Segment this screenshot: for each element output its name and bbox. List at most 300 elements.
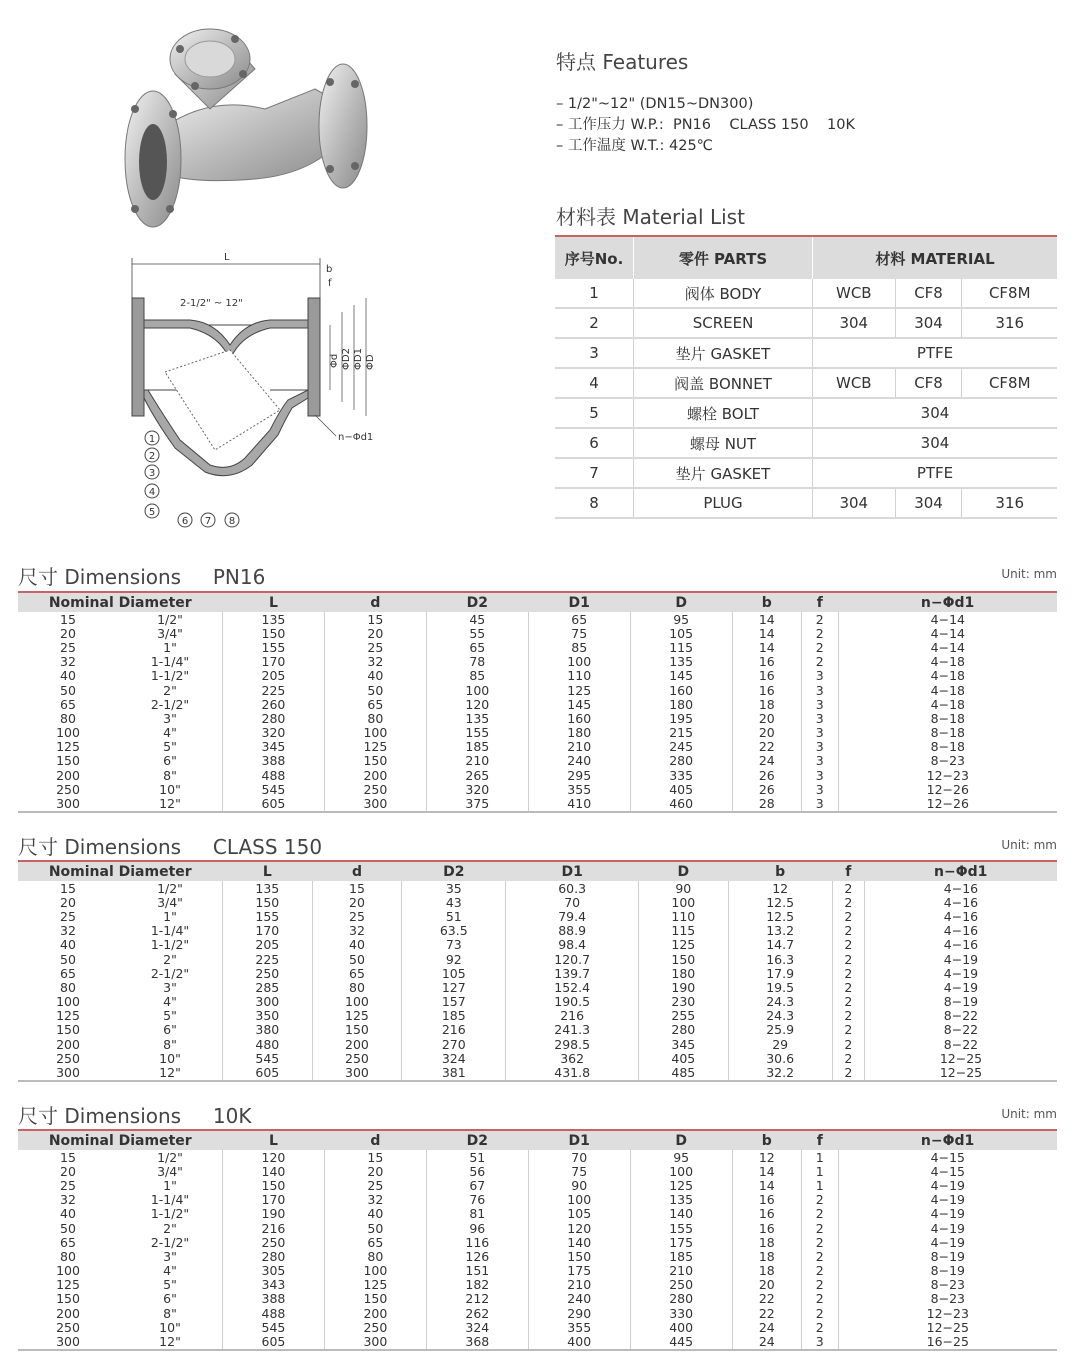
dimension-cell: 125: [56, 739, 80, 755]
dimension-row: [18, 1292, 1057, 1306]
dimension-cell: 65: [426, 640, 528, 654]
dimension-cell: 1: [801, 1150, 838, 1164]
dimension-cell: 190: [639, 980, 729, 994]
dimension-cell: 135: [223, 612, 325, 626]
callout-5: 5: [148, 507, 156, 518]
dimension-cell: 285: [223, 980, 313, 994]
dimension-cell: 3: [801, 1334, 838, 1349]
dimension-cell: 216: [506, 1009, 639, 1023]
dimension-cell: 488: [223, 1306, 325, 1320]
dimension-cell: 2: [801, 1221, 838, 1235]
dimension-cell: 22: [732, 1292, 801, 1306]
dimension-cell: 5": [163, 1277, 177, 1293]
dimension-cell: 32.2: [728, 1065, 832, 1080]
dimension-cell: 25: [60, 639, 76, 655]
dimension-cell: 381: [402, 1065, 506, 1080]
dimension-row: [18, 881, 1057, 895]
dimension-cell: 262: [426, 1306, 528, 1320]
dimension-row: [18, 626, 1057, 640]
dimension-cell: 4−19: [838, 1235, 1057, 1249]
dimension-cell: 280: [639, 1023, 729, 1037]
dimension-cell: 343: [223, 1278, 325, 1292]
dimension-cell: 17.9: [728, 966, 832, 980]
dimension-cell: 2: [832, 966, 864, 980]
dimension-header-cell: f: [801, 1130, 838, 1150]
dimension-cell: 100: [312, 995, 402, 1009]
dimension-cell: 350: [223, 1009, 313, 1023]
dimension-cell: 32: [324, 1193, 426, 1207]
dimension-header-cell: f: [801, 592, 838, 612]
callout-2: 2: [148, 451, 156, 462]
dimension-cell: 185: [402, 1009, 506, 1023]
dimension-cell: 4−19: [864, 980, 1057, 994]
dimension-cell: 145: [528, 697, 630, 711]
dimension-cell: 305: [223, 1264, 325, 1278]
dimension-row: [18, 1065, 1057, 1080]
dimension-cell: 4−16: [864, 895, 1057, 909]
dimension-cell: 100: [528, 655, 630, 669]
dimension-row: [18, 1221, 1057, 1235]
dimension-cell: 4−15: [838, 1150, 1057, 1164]
material-cell: PTFE: [813, 458, 1058, 488]
dimension-cell: 50: [60, 1220, 76, 1236]
dim-label-f: f: [328, 278, 332, 289]
dim-label-b: b: [326, 264, 333, 275]
dimension-header-cell: D1: [506, 861, 639, 881]
callout-1: 1: [148, 434, 156, 445]
features-list: [556, 94, 855, 157]
dimension-row: [18, 1164, 1057, 1178]
dimension-cell: 380: [223, 1023, 313, 1037]
dimension-cell: 180: [630, 697, 732, 711]
dimension-cell: 170: [223, 655, 325, 669]
dimension-cell: 40: [324, 669, 426, 683]
material-no-cell: 7: [555, 458, 634, 488]
dimension-cell: 4−14: [838, 612, 1057, 626]
material-header-parts: 零件 PARTS: [634, 236, 813, 279]
dimension-cell: 190: [223, 1207, 325, 1221]
dimension-cell: 14: [732, 612, 801, 626]
dimension-cell: 8−22: [864, 1037, 1057, 1051]
dimension-cell: 200: [312, 1037, 402, 1051]
dimension-cell: 152.4: [506, 980, 639, 994]
dimension-cell: 205: [223, 669, 325, 683]
dimension-cell: 400: [528, 1334, 630, 1349]
dimension-cell: 100: [56, 994, 80, 1010]
dimension-row: [18, 726, 1057, 740]
dimension-cell: 10": [159, 781, 181, 797]
dimension-cell: 1-1/2": [150, 1206, 190, 1222]
material-list-title: 材料表 Material List: [556, 205, 745, 229]
dimension-cell: 2: [801, 1292, 838, 1306]
dimensions-pn16-title: 尺寸 Dimensions PN16: [18, 565, 266, 589]
callout-4: 4: [148, 487, 156, 498]
dimension-cell: 215: [630, 726, 732, 740]
dimension-cell: 140: [223, 1164, 325, 1178]
dimension-cell: 12−23: [838, 768, 1057, 782]
dimension-cell: 2": [163, 682, 177, 698]
dimension-header-cell: D1: [528, 1130, 630, 1150]
size-range-label: 2-1/2" ~ 12": [180, 298, 243, 309]
dimension-cell: 100: [528, 1193, 630, 1207]
dimension-cell: 3: [801, 669, 838, 683]
material-cell: WCB: [813, 368, 896, 398]
dimension-cell: 150: [528, 1249, 630, 1263]
dimension-cell: 139.7: [506, 966, 639, 980]
dimension-cell: 320: [426, 782, 528, 796]
dimension-row: [18, 1278, 1057, 1292]
dimension-row: [18, 1235, 1057, 1249]
dimension-cell: 12−23: [838, 1306, 1057, 1320]
material-part-cell: 垫片 GASKET: [634, 458, 813, 488]
dimension-header-row: [18, 1130, 1057, 1150]
dimension-cell: 29: [728, 1037, 832, 1051]
dimension-cell: 250: [324, 1320, 426, 1334]
dimension-cell: 12−25: [864, 1065, 1057, 1080]
dimension-cell: 40: [324, 1207, 426, 1221]
dimension-row: [18, 1150, 1057, 1164]
dimension-cell: 1: [801, 1178, 838, 1192]
dimension-header-cell: D: [630, 592, 732, 612]
dimension-cell: 32: [312, 924, 402, 938]
dimension-cell: 16: [732, 1221, 801, 1235]
dimension-cell: 28: [732, 796, 801, 811]
dimension-cell: 240: [528, 754, 630, 768]
dimension-cell: 250: [223, 1235, 325, 1249]
dimension-header-cell: D: [639, 861, 729, 881]
dim-label-L: L: [224, 252, 230, 263]
dimension-row: [18, 796, 1057, 811]
dimension-cell: 270: [402, 1037, 506, 1051]
dimension-cell: 40: [60, 668, 76, 684]
dimension-row: [18, 995, 1057, 1009]
dimension-row: [18, 1193, 1057, 1207]
dimension-cell: 8−18: [838, 711, 1057, 725]
dimension-cell: 2: [801, 1249, 838, 1263]
dimension-cell: 8−19: [838, 1264, 1057, 1278]
dimensions-class150-table: [18, 860, 1057, 1082]
dimension-cell: 180: [528, 726, 630, 740]
dimension-cell: 75: [528, 626, 630, 640]
dimension-cell: 105: [402, 966, 506, 980]
dimension-cell: 4": [163, 725, 177, 741]
dimension-cell: 80: [324, 711, 426, 725]
dimension-cell: 12": [118, 1334, 223, 1349]
dimension-cell: 180: [639, 966, 729, 980]
dimension-cell: 298.5: [506, 1037, 639, 1051]
dimension-cell: 300: [18, 1334, 118, 1349]
dimension-cell: 182: [426, 1278, 528, 1292]
dim-label-D1: ΦD1: [353, 348, 364, 370]
dimension-cell: 210: [528, 1278, 630, 1292]
dimension-cell: 125: [528, 683, 630, 697]
dimension-header-cell: D: [630, 1130, 732, 1150]
dimension-cell: 8−23: [838, 754, 1057, 768]
dimension-cell: 126: [426, 1249, 528, 1263]
dimension-header-cell: n−Φd1: [838, 592, 1057, 612]
dimension-cell: 175: [528, 1264, 630, 1278]
dimension-cell: 85: [426, 669, 528, 683]
dimension-cell: 120.7: [506, 952, 639, 966]
dimension-row: [18, 1334, 1057, 1349]
dimension-cell: 362: [506, 1051, 639, 1065]
dimension-header-row: [18, 861, 1057, 881]
dimension-cell: 116: [426, 1235, 528, 1249]
dimension-cell: 3: [801, 683, 838, 697]
material-part-cell: 阀体 BODY: [634, 279, 813, 308]
dimension-cell: 2": [163, 1220, 177, 1236]
dimension-cell: 1/2": [157, 880, 183, 896]
dimension-cell: 2: [832, 881, 864, 895]
material-cell: 304: [895, 488, 962, 518]
dimension-cell: 4−19: [864, 966, 1057, 980]
dimension-cell: 100: [56, 725, 80, 741]
dimension-cell: 12": [118, 1065, 223, 1080]
dimension-cell: 145: [630, 669, 732, 683]
dimension-header-cell: b: [728, 861, 832, 881]
dimension-cell: 2: [801, 1235, 838, 1249]
dimension-cell: 4−14: [838, 626, 1057, 640]
dimension-cell: 405: [630, 782, 732, 796]
material-no-cell: 2: [555, 308, 634, 338]
dimension-row: [18, 1023, 1057, 1037]
dimension-cell: 15: [324, 612, 426, 626]
dimension-cell: 431.8: [506, 1065, 639, 1080]
dimension-cell: 3: [801, 726, 838, 740]
dimension-row: [18, 683, 1057, 697]
dimension-cell: 120: [528, 1221, 630, 1235]
dimension-header-cell: f: [832, 861, 864, 881]
dimension-cell: 105: [630, 626, 732, 640]
dimension-cell: 125: [56, 1008, 80, 1024]
material-no-cell: 5: [555, 398, 634, 428]
dimension-header-cell: L: [223, 861, 313, 881]
dimension-cell: 2: [832, 1065, 864, 1080]
dimension-cell: 8−23: [838, 1292, 1057, 1306]
dimension-cell: 355: [528, 1320, 630, 1334]
dimensions-class150-unit: Unit: mm: [1001, 838, 1057, 852]
dimension-cell: 81: [426, 1207, 528, 1221]
dimension-cell: 100: [639, 895, 729, 909]
dimension-row: [18, 1037, 1057, 1051]
material-part-cell: 螺栓 BOLT: [634, 398, 813, 428]
dimension-cell: 410: [528, 796, 630, 811]
dimension-cell: 16−25: [838, 1334, 1057, 1349]
dimension-cell: 20: [732, 726, 801, 740]
dimension-cell: 55: [426, 626, 528, 640]
material-cell: 304: [813, 308, 896, 338]
dimension-cell: 45: [426, 612, 528, 626]
material-cell: CF8M: [962, 368, 1057, 398]
dimension-cell: 280: [223, 1249, 325, 1263]
material-cell: 316: [962, 488, 1057, 518]
dimension-cell: 4−19: [838, 1221, 1057, 1235]
dimension-cell: 115: [630, 640, 732, 654]
dimension-cell: 80: [60, 979, 76, 995]
dimension-cell: 18: [732, 697, 801, 711]
dimension-cell: 135: [630, 655, 732, 669]
dimension-cell: 545: [223, 1051, 313, 1065]
dimension-cell: 150: [639, 952, 729, 966]
dimension-cell: 100: [426, 683, 528, 697]
dimension-cell: 3: [801, 754, 838, 768]
dimension-cell: 2: [832, 995, 864, 1009]
dimension-cell: 3: [801, 740, 838, 754]
dimension-row: [18, 697, 1057, 711]
dimension-cell: 290: [528, 1306, 630, 1320]
dimension-cell: 1-1/2": [150, 668, 190, 684]
dimension-cell: 212: [426, 1292, 528, 1306]
dimension-cell: 22: [732, 740, 801, 754]
material-cell: 304: [813, 488, 896, 518]
dimension-cell: 255: [639, 1009, 729, 1023]
dimension-cell: 26: [732, 782, 801, 796]
dimension-cell: 2: [801, 1306, 838, 1320]
dimension-cell: 265: [426, 768, 528, 782]
dimension-cell: 24.3: [728, 995, 832, 1009]
dimension-cell: 20: [60, 894, 76, 910]
dimensions-10k-table: [18, 1129, 1057, 1351]
dimension-cell: 205: [223, 938, 313, 952]
dimension-cell: 20: [324, 626, 426, 640]
dimension-cell: 605: [223, 1334, 325, 1349]
dimension-cell: 155: [223, 640, 325, 654]
dimension-row: [18, 909, 1057, 923]
dimension-cell: 3/4": [157, 894, 183, 910]
dimension-header-cell: d: [324, 592, 426, 612]
dimension-cell: 15: [60, 611, 76, 627]
dimension-cell: 15: [312, 881, 402, 895]
dimension-cell: 155: [426, 726, 528, 740]
dimension-cell: 150: [324, 1292, 426, 1306]
dimension-cell: 20: [732, 1278, 801, 1292]
dimension-cell: 250: [630, 1278, 732, 1292]
dimension-cell: 2: [801, 655, 838, 669]
dimension-cell: 78: [426, 655, 528, 669]
dimension-cell: 185: [426, 740, 528, 754]
dimension-cell: 75: [528, 1164, 630, 1178]
material-cell: 316: [962, 308, 1057, 338]
dimension-cell: 1-1/4": [150, 923, 190, 939]
dimension-cell: 1-1/4": [150, 654, 190, 670]
dimension-cell: 605: [223, 796, 325, 811]
dimension-cell: 15: [60, 1149, 76, 1165]
dimension-cell: 150: [56, 753, 80, 769]
dimension-cell: 50: [60, 682, 76, 698]
dimension-row: [18, 1009, 1057, 1023]
callout-6: 6: [181, 516, 189, 527]
dimension-cell: 157: [402, 995, 506, 1009]
dimension-cell: 250: [312, 1051, 402, 1065]
material-row: [555, 488, 1057, 518]
dimensions-10k-title: 尺寸 Dimensions 10K: [18, 1104, 252, 1128]
dimension-cell: 405: [639, 1051, 729, 1065]
dimension-cell: 605: [223, 1065, 313, 1080]
dimension-cell: 14: [732, 1164, 801, 1178]
dimension-cell: 300: [223, 995, 313, 1009]
dimension-cell: 14: [732, 1178, 801, 1192]
dimension-cell: 245: [630, 740, 732, 754]
dimension-cell: 100: [630, 1164, 732, 1178]
dimension-cell: 125: [639, 938, 729, 952]
dimension-cell: 445: [630, 1334, 732, 1349]
dimension-cell: 4": [163, 1263, 177, 1279]
dimension-header-cell: n−Φd1: [838, 1130, 1057, 1150]
dimension-cell: 8−23: [838, 1278, 1057, 1292]
dimension-cell: 3/4": [157, 1163, 183, 1179]
dimension-header-cell: Nominal Diameter: [18, 1130, 223, 1150]
dimension-cell: 60.3: [506, 881, 639, 895]
dimension-cell: 3: [801, 796, 838, 811]
dimension-cell: 216: [223, 1221, 325, 1235]
dimension-cell: 280: [223, 711, 325, 725]
dimension-cell: 260: [223, 697, 325, 711]
material-part-cell: 阀盖 BONNET: [634, 368, 813, 398]
dimension-cell: 50: [324, 683, 426, 697]
dimension-cell: 125: [324, 740, 426, 754]
material-row: [555, 368, 1057, 398]
dimension-cell: 2: [801, 1264, 838, 1278]
dimension-cell: 14: [732, 640, 801, 654]
dimension-header-cell: b: [732, 592, 801, 612]
dimension-row: [18, 1249, 1057, 1263]
dimension-cell: 12.5: [728, 895, 832, 909]
dimension-cell: 35: [402, 881, 506, 895]
dimension-cell: 4−15: [838, 1164, 1057, 1178]
dimension-cell: 6": [163, 753, 177, 769]
dimension-cell: 4−18: [838, 669, 1057, 683]
dimension-cell: 127: [402, 980, 506, 994]
dimensions-class150-title: 尺寸 Dimensions CLASS 150: [18, 835, 323, 859]
dimension-cell: 300: [18, 796, 118, 811]
dimension-cell: 3/4": [157, 625, 183, 641]
dimension-cell: 85: [528, 640, 630, 654]
callout-8: 8: [228, 516, 236, 527]
dimension-cell: 4−19: [864, 952, 1057, 966]
dimension-cell: 10": [159, 1319, 181, 1335]
dimension-cell: 4−16: [864, 924, 1057, 938]
dimension-cell: 25: [60, 908, 76, 924]
dimension-cell: 70: [528, 1150, 630, 1164]
dimension-cell: 2-1/2": [150, 1234, 190, 1250]
dimension-cell: 368: [426, 1334, 528, 1349]
dimension-cell: 185: [630, 1249, 732, 1263]
dimension-cell: 140: [528, 1235, 630, 1249]
dimension-cell: 160: [528, 711, 630, 725]
dimension-cell: 150: [324, 754, 426, 768]
dimension-cell: 300: [312, 1065, 402, 1080]
dimension-cell: 32: [60, 923, 76, 939]
dimension-cell: 155: [223, 909, 313, 923]
dimension-cell: 6": [163, 1022, 177, 1038]
y-strainer-photo: [115, 14, 375, 234]
dimension-cell: 4": [163, 994, 177, 1010]
dimension-row: [18, 1264, 1057, 1278]
dimension-cell: 150: [223, 626, 325, 640]
dimension-cell: 100: [324, 1264, 426, 1278]
dimension-cell: 2: [832, 1023, 864, 1037]
dimension-cell: 150: [223, 895, 313, 909]
dimension-cell: 25: [312, 909, 402, 923]
dimension-cell: 200: [56, 1305, 80, 1321]
dimension-cell: 300: [18, 1065, 118, 1080]
dimension-cell: 460: [630, 796, 732, 811]
dimension-row: [18, 924, 1057, 938]
dimension-cell: 26: [732, 768, 801, 782]
dimension-header-cell: Nominal Diameter: [18, 861, 223, 881]
dimension-cell: 25: [324, 1178, 426, 1192]
dimension-cell: 67: [426, 1178, 528, 1192]
